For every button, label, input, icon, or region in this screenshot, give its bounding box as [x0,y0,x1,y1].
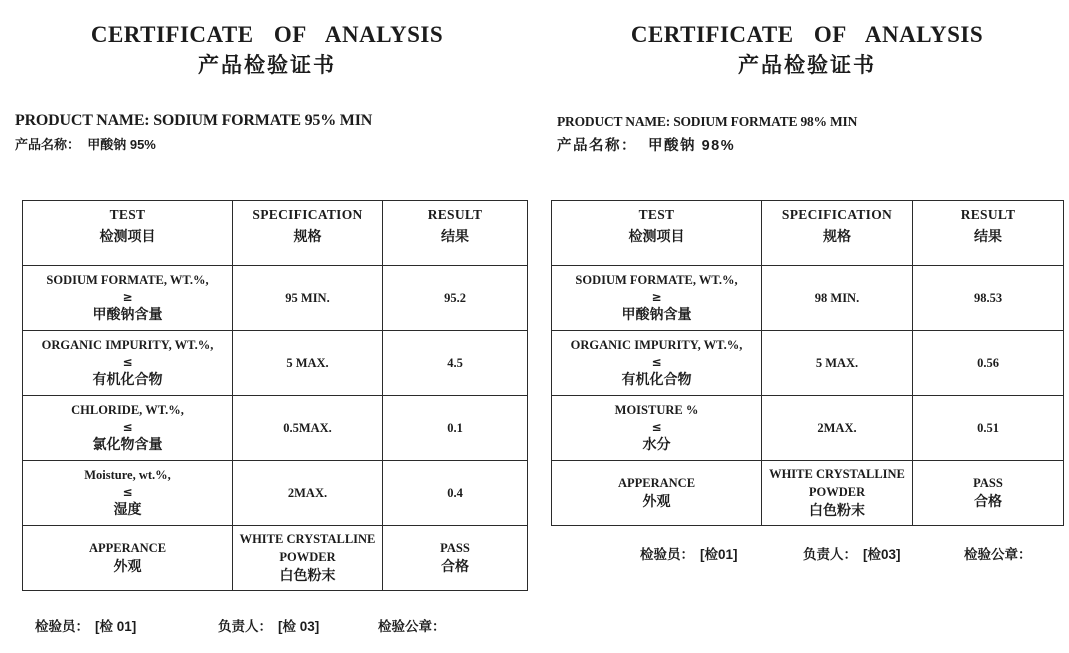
result-value: 4.5 [447,355,463,370]
seal-label: 检验公章： [378,619,446,634]
certificate-title-en: CERTIFICATE OF ANALYSIS [630,22,984,47]
test-name-zh: 有机化合物 [92,371,163,388]
table-row [552,266,1064,331]
test-name-en: APPERANCE [617,476,696,491]
test-symbol: ≤ [122,485,133,500]
inspector-label: 检验员： [35,619,89,634]
spec-value: 95 MIN. [285,290,330,305]
result-cell [913,331,1064,396]
spec-cell [233,461,383,526]
product-name-en: PRODUCT NAME: SODIUM FORMATE 98% MIN [557,114,858,129]
test-name-zh: 甲酸钠含量 [621,306,692,323]
result-value: PASS [440,541,470,556]
result-value: 98.53 [973,290,1003,305]
test-name-en: ORGANIC IMPURITY, WT.%, [570,338,743,353]
result-value: 0.4 [447,485,463,500]
result-cell [383,331,528,396]
col-header-result-zh: 结果 [441,228,469,244]
col-header-test-en: TEST [638,207,675,222]
spec-value: 5 MAX. [286,355,329,370]
test-cell [552,266,762,331]
product-name-zh: 产品名称： 甲酸钠 98% [557,138,736,154]
test-symbol: ≤ [122,355,133,370]
result-cell [383,526,528,591]
test-cell [23,526,233,591]
inspector-label: 检验员： [640,547,694,562]
inspector-value: [检 01] [95,619,137,634]
test-name-en: SODIUM FORMATE, WT.%, [46,273,209,288]
col-header-specification [233,201,383,266]
col-header-result [383,201,528,266]
test-name-zh: 甲酸钠含量 [92,306,163,323]
test-symbol: ≥ [651,290,662,305]
result-value: 0.56 [977,355,999,370]
result-cell [383,266,528,331]
inspector-field [35,615,136,635]
test-name-en: APPERANCE [88,541,167,556]
manager-value: [检 03] [278,619,320,634]
test-cell [23,396,233,461]
col-header-test-zh: 检测项目 [628,228,685,244]
seal-field [964,543,1032,563]
col-header-result [913,201,1064,266]
analysis-table [551,200,1064,526]
test-cell [552,461,762,526]
inspector-value: [检01] [700,547,738,562]
result-cell [913,461,1064,526]
result-cell [913,396,1064,461]
test-cell [23,331,233,396]
test-cell [552,331,762,396]
test-name-zh: 水分 [642,436,671,453]
spec-cell [233,526,383,591]
product-name-zh: 产品名称： 甲酸钠 95% [15,137,156,152]
result-value: 95.2 [444,290,466,305]
inspector-field [640,543,738,563]
result-value: 0.51 [977,420,999,435]
manager-field [803,543,901,563]
test-name-zh: 外观 [642,493,671,510]
test-name-en: ORGANIC IMPURITY, WT.%, [41,338,214,353]
result-cell [913,266,1064,331]
table-row [552,396,1064,461]
spec-cell [233,266,383,331]
col-header-spec-en: SPECIFICATION [781,207,893,222]
test-symbol: ≤ [122,420,133,435]
certificate-title-en: CERTIFICATE OF ANALYSIS [90,22,444,47]
spec-cell [762,396,913,461]
certificate-sodium-formate-98 [540,0,1069,653]
test-symbol: ≤ [651,420,662,435]
manager-field [218,615,319,635]
spec-value: 2MAX. [287,485,328,500]
test-name-en: Moisture, wt.%, [84,468,171,483]
test-cell [23,266,233,331]
spec-cell [762,461,913,526]
spec-value: 98 MIN. [814,290,860,305]
result-value: PASS [973,476,1003,491]
table-row [23,331,528,396]
table-row [23,266,528,331]
analysis-table [22,200,528,591]
spec-value: 0.5MAX. [283,420,332,435]
table-header-row [552,201,1064,266]
seal-field [378,615,446,635]
test-name-zh: 氯化物含量 [92,436,163,453]
test-cell [552,396,762,461]
col-header-result-zh: 结果 [974,228,1002,244]
test-name-zh: 外观 [113,558,142,575]
col-header-spec-en: SPECIFICATION [252,207,363,222]
col-header-test-en: TEST [109,207,146,222]
col-header-test-zh: 检测项目 [99,228,156,244]
test-name-en: SODIUM FORMATE, WT.%, [575,273,738,288]
test-name-zh: 有机化合物 [621,371,692,388]
table-header-row [23,201,528,266]
result-value: 0.1 [447,420,463,435]
test-symbol: ≥ [122,290,133,305]
manager-value: [检03] [863,547,901,562]
col-header-result-en: RESULT [960,207,1016,222]
spec-cell [762,331,913,396]
col-header-specification [762,201,913,266]
manager-label: 负责人： [803,547,857,562]
table-row [23,526,528,591]
table-row [552,331,1064,396]
certificate-title-zh: 产品检验证书 [198,54,336,77]
col-header-spec-zh: 规格 [823,228,851,244]
col-header-result-en: RESULT [427,207,483,222]
test-symbol: ≤ [651,355,662,370]
result-cell [383,396,528,461]
spec-cell [233,331,383,396]
test-name-en: MOISTURE % [614,403,699,418]
spec-value-zh: 白色粉末 [279,567,336,584]
col-header-test [552,201,762,266]
manager-label: 负责人： [218,619,272,634]
spec-value: 2MAX. [817,420,857,435]
result-value-zh: 合格 [974,493,1002,510]
test-name-en: CHLORIDE, WT.%, [71,403,184,418]
spec-cell [233,396,383,461]
certificate-title-zh: 产品检验证书 [738,54,876,77]
spec-cell [762,266,913,331]
table-row [23,396,528,461]
test-cell [23,461,233,526]
table-row [23,461,528,526]
test-name-zh: 湿度 [113,501,142,518]
result-value-zh: 合格 [441,558,469,575]
result-cell [383,461,528,526]
seal-label: 检验公章： [964,547,1032,562]
spec-value: 5 MAX. [815,355,859,370]
col-header-spec-zh: 规格 [293,228,322,244]
spec-value: WHITE CRYSTALLINE POWDER [239,532,376,565]
col-header-test [23,201,233,266]
spec-value-zh: 白色粉末 [809,502,865,519]
table-row [552,461,1064,526]
spec-value: WHITE CRYSTALLINE POWDER [769,467,905,500]
product-name-en: PRODUCT NAME: SODIUM FORMATE 95% MIN [15,112,373,129]
